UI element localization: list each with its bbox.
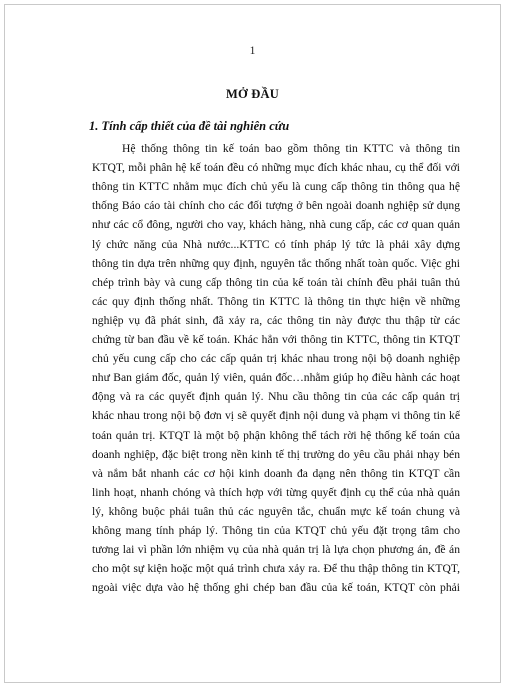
page-number: 1	[249, 45, 256, 57]
paragraph-line: và nắm bắt nhanh các cơ hội kinh doanh đa dạng nên thông tin KTQT cần	[92, 466, 460, 480]
document-title: MỞ ĐẦU	[226, 87, 279, 101]
paragraph-line: động và ra các quyết định quản lý. Nhu cầu thông tin của các cấp quản trị	[92, 390, 460, 404]
paragraph-line: ngoài việc dựa vào hệ thống ghi chép ban đầu của kế toán, KTQT còn phải	[92, 581, 460, 595]
paragraph-line: cho một sự kiện hoặc một quá trình chưa xảy ra. Để thu thập thông tin KTQT,	[92, 562, 460, 576]
paragraph-line: linh hoạt, nhanh chóng và thích hợp với từng quyết định cụ thể của nhà quản	[92, 485, 460, 499]
paragraph-line: chủ yếu cung cấp cho các cấp quản trị khác nhau trong nội bộ doanh nghiệp	[92, 352, 460, 366]
paragraph-line: Hệ thống thông tin kế toán bao gồm thông tin KTTC và thông tin	[122, 142, 460, 155]
paragraph-line: như các cổ đông, người cho vay, khách hàng, nhà cung cấp, các cơ quan quản	[92, 218, 460, 232]
paragraph-line: tương lai vì phần lớn nhiệm vụ của nhà quản trị là lựa chọn phương án, đề án	[92, 543, 460, 557]
paragraph-line: các quy định thống nhất. Thông tin KTTC là thông tin thực hiện về những	[92, 294, 460, 308]
paragraph-line: thông tin dựa trên những quy định, nguyên tắc thống nhất toàn quốc. Việc ghi	[92, 256, 460, 270]
paragraph-line: KTQT, mỗi phân hệ kế toán đều có những mục đích khác nhau, cụ thể đối với	[92, 161, 460, 175]
paragraph-line: chép trình bày và cung cấp thông tin của kế toán tài chính đều phải tuân thủ	[92, 275, 460, 289]
paragraph-line: thông tin KTTC nhằm mục đích chủ yếu là cung cấp thông tin thông qua hệ	[92, 180, 460, 194]
paragraph-line: không mang tính pháp lý. Thông tin của KTQT chủ yếu đặt trọng tâm cho	[92, 524, 460, 537]
document-page	[4, 4, 501, 683]
paragraph-line: như Ban giám đốc, quản lý viên, quản đốc…nhằm giúp họ điều hành các hoạt	[92, 371, 460, 385]
paragraph-line: doanh nghiệp, đặc biệt trong nền kinh tế thị trường do yêu cầu phải nhạy bén	[92, 447, 460, 461]
paragraph-line: lý, không buộc phải tuân thủ các nguyên tắc, chuẩn mực kế toán chung và	[92, 504, 460, 518]
section-heading: 1. Tính cấp thiết của đề tài nghiên cứu	[89, 119, 290, 133]
paragraph-line: toán quản trị. KTQT là một bộ phận không thể tách rời hệ thống kế toán của	[92, 428, 460, 442]
paragraph-line: nghiệp vụ đã phát sinh, đã xảy ra, các thông tin này được thu thập từ các	[92, 313, 460, 327]
paragraph-line: thống Báo cáo tài chính cho các đối tượng ở bên ngoài doanh nghiệp sử dụng	[92, 199, 460, 213]
paragraph-line: lý chức năng của Nhà nước...KTTC có tính pháp lý tức là phải xây dựng	[92, 237, 460, 251]
paragraph-line: khác nhau trong nội bộ đơn vị sẽ quyết định nội dung và phạm vi thông tin kế	[92, 409, 460, 423]
paragraph-line: chứng từ ban đầu về kế toán. Khác hẳn với thông tin KTTC, thông tin KTQT	[92, 333, 460, 346]
